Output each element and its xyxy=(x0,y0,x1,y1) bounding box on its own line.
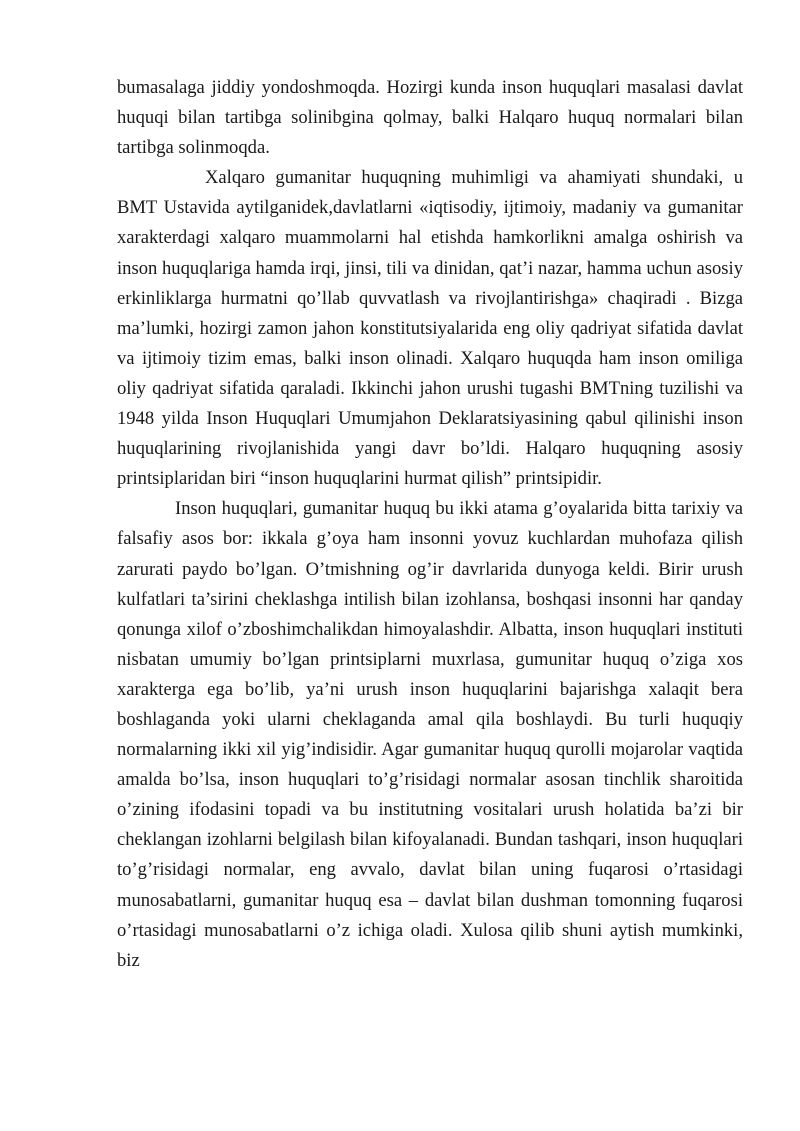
paragraph-3: Inson huquqlari, gumanitar huquq bu ikki atama g’oyalarida bitta tarixiy va falsafiy asos bor: ikkala g’oya ham insonni yovuz kuchlardan muhofaza qilish zarurati paydo bo’lgan. O’tmishning og’ir davrlarida dunyoga keldi. Birir urush kulfatlari ta’sirini cheklashga intilish bilan izohlansa, boshqasi insonni har qanday qonunga xilof o’zboshimchalikdan himoyalashdir. Albatta, inson huquqlari instituti nisbatan umumiy bo’lgan printsiplarni muxrlasa, gumunitar huquq o’ziga xos xarakterga ega bo’lib, ya’ni urush inson huquqlarini bajarishga xalaqit bera boshlaganda yoki ularni cheklaganda amal qila boshlaydi. Bu turli huquqiy normalarning ikki xil yig’indisidir. Agar gumanitar huquq qurolli mojarolar vaqtida amalda bo’lsa, inson huquqlari to’g’risidagi normalar asosan tinchlik sharoitida o’zining ifodasini topadi va bu institutning vositalari urush holatida ba’zi bir cheklangan izohlarni belgilash bilan kifoyalanadi. Bundan tashqari, inson huquqlari to’g’risidagi normalar, eng avvalo, davlat bilan uning fuqarosi o’rtasidagi munosabatlarni, gumanitar huquq esa – davlat bilan dushman tomonning fuqarosi o’rtasidagi munosabatlarni o’z ichiga oladi. Xulosa qilib shuni aytish mumkinki, biz xyxy=(117,498,743,971)
document-body xyxy=(117,73,743,976)
paragraph-1: bumasalaga jiddiy yondoshmoqda. Hozirgi kunda inson huquqlari masalasi davlat huquqi bilan tartibga solinibgina qolmay, balki Halqaro huquq normalari bilan tartibga solinmoqda. xyxy=(117,77,743,159)
paragraph-2: Xalqaro gumanitar huquqning muhimligi va ahamiyati shundaki, u BMT Ustavida aytilganidek,davlatlarni «iqtisodiy, ijtimoiy, madaniy va gumanitar xarakterdagi xalqaro muammolarni hal etishda hamkorlikni amalga oshirish va inson huquqlariga hamda irqi, jinsi, tili va dinidan, qat’i nazar, hamma uchun asosiy erkinliklarga hurmatni qo’llab quvvatlash va rivojlantirishga» chaqiradi . Bizga ma’lumki, hozirgi zamon jahon konstitutsiyalarida eng oliy qadriyat sifatida davlat va ijtimoiy tizim emas, balki inson olinadi. Xalqaro huquqda ham inson omiliga oliy qadriyat sifatida qaraladi. Ikkinchi jahon urushi tugashi BMTning tuzilishi va 1948 yilda Inson Huquqlari Umumjahon Deklaratsiyasining qabul qilinishi inson huquqlarining rivojlanishida yangi davr bo’ldi. Halqaro huquqning asosiy printsiplaridan biri “inson huquqlarini hurmat qilish” printsipidir. xyxy=(117,167,743,490)
